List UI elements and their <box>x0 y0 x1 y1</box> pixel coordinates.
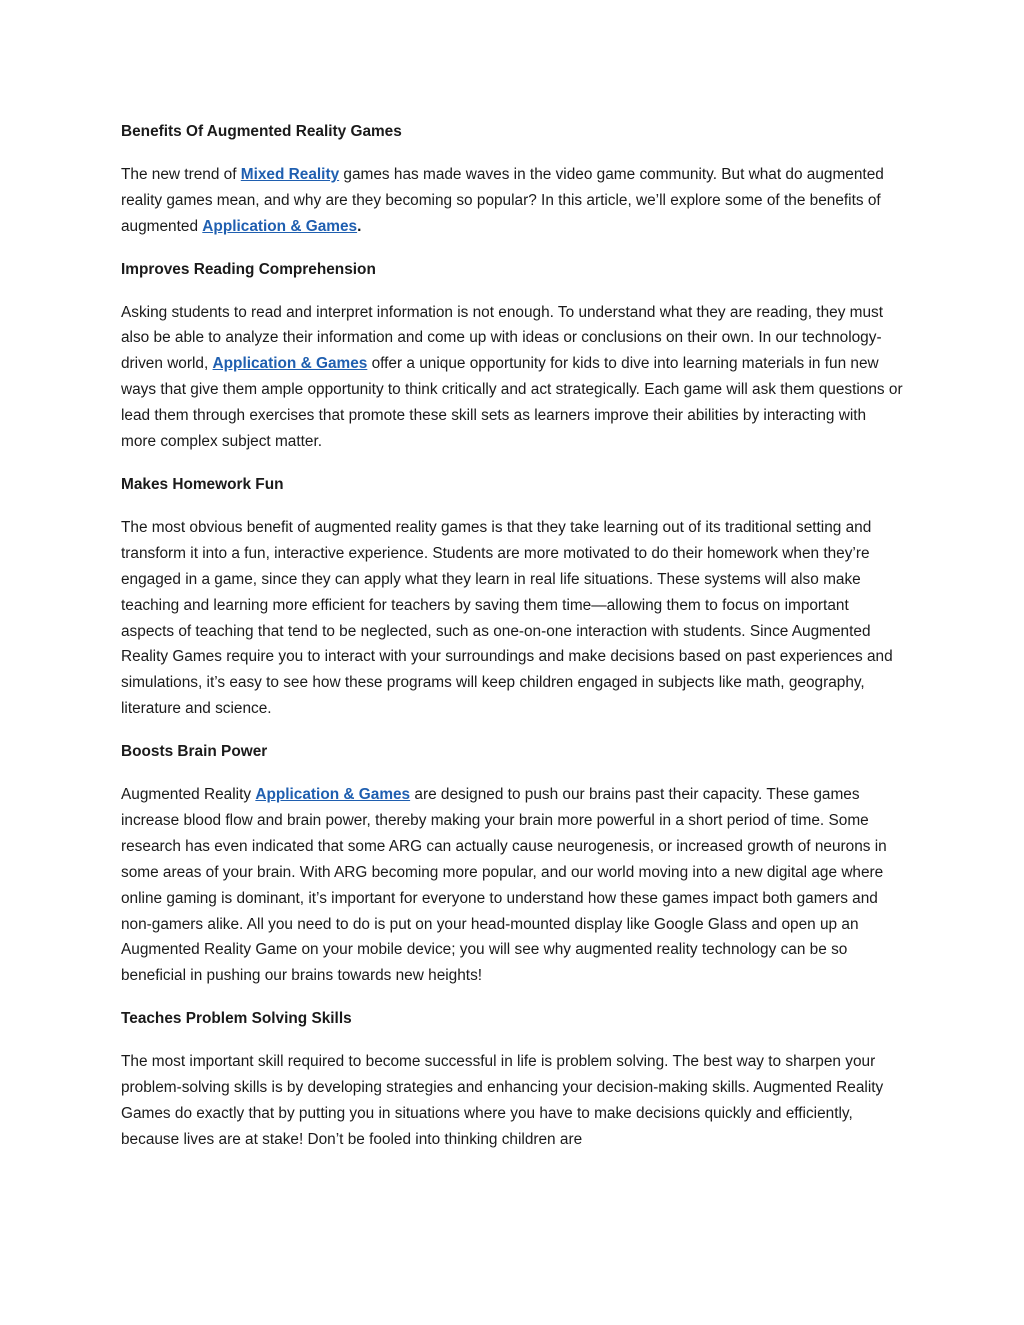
section-heading-homework: Makes Homework Fun <box>121 475 284 493</box>
document-body <box>121 119 905 1170</box>
intro-text-mid: games has made waves in the video game community. But what do augmented reality games mean, and why are they becoming so popular? In this article, we’ll explore some of the benefits of augmented <box>121 165 884 235</box>
application-games-link-intro[interactable]: Application & Games <box>202 217 358 235</box>
reading-text-post: offer a unique opportunity for kids to dive into learning materials in fun new ways that give them ample opportunity to think critically and act strategically. Each game will ask them questions or lead them through exercises that promote these skill sets as learners improve their abilities by interacting with more complex subject matter. <box>121 355 903 451</box>
intro-text-post: . <box>357 217 362 235</box>
intro-paragraph <box>121 162 905 240</box>
application-games-link-brain[interactable]: Application & Games <box>255 786 411 804</box>
section-paragraph-reading <box>121 300 905 455</box>
intro-text-pre: The new trend of <box>121 165 241 183</box>
brain-text-pre: Augmented Reality <box>121 786 256 804</box>
document-title: Benefits Of Augmented Reality Games <box>121 123 402 140</box>
section-paragraph-homework: The most obvious benefit of augmented reality games is that they take learning out of its traditional setting and transform it into a fun, interactive experience. Students are more motivated to do their homework when they’re engaged in a game, since they can apply what they learn in real life situations. These systems will also make teaching and learning more efficient for teachers by saving them time—allowing them to focus on important aspects of teaching that tend to be neglected, such as one-on-one interaction with students. Since Augmented Reality Games require you to interact with your surroundings and make decisions based on past experiences and simulations, it’s easy to see how these programs will keep children engaged in subjects like math, geography, literature and science. <box>121 518 893 718</box>
section-paragraph-brain <box>121 782 905 989</box>
section-heading-reading: Improves Reading Comprehension <box>121 260 376 278</box>
brain-text-post: are designed to push our brains past their capacity. These games increase blood flow and brain power, thereby making your brain more powerful in a short period of time. Some research has even indicated that some ARG can actually cause neurogenesis, or increased growth of neurons in some areas of your brain. With ARG becoming more popular, and our world moving into a new digital age where online gaming is dominant, it’s important for everyone to understand how these games impact both gamers and non-gamers alike. All you need to do is put on your head-mounted display like Google Glass and open up an Augmented Reality Game on your mobile device; you will see why augmented reality technology can be so beneficial in pushing our brains towards new heights! <box>121 786 887 985</box>
section-paragraph-problem-solving: The most important skill required to become successful in life is problem solving. The best way to sharpen your problem-solving skills is by developing strategies and enhancing your decision-making skills. Augmented Reality Games do exactly that by putting you in situations where you have to make decisions quickly and efficiently, because lives are at stake! Don’t be fooled into thinking children are <box>121 1053 884 1148</box>
application-games-link-reading[interactable]: Application & Games <box>212 355 368 373</box>
section-heading-brain: Boosts Brain Power <box>121 743 268 761</box>
section-heading-problem-solving: Teaches Problem Solving Skills <box>121 1010 352 1028</box>
reading-text-pre: Asking students to read and interpret information is not enough. To understand what they are reading, they must also be able to analyze their information and come up with ideas or conclusions on their own. In our technology-driven world, <box>121 303 884 373</box>
mixed-reality-link[interactable]: Mixed Reality <box>240 165 340 183</box>
